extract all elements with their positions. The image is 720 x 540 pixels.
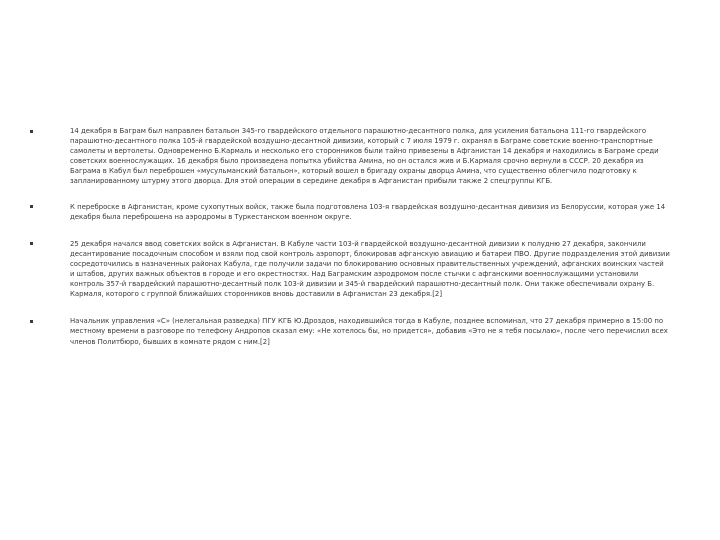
bullet-item bbox=[30, 239, 670, 300]
bullet-item bbox=[30, 126, 670, 187]
bullet-icon bbox=[30, 205, 33, 208]
bullet-icon bbox=[30, 130, 33, 133]
bullet-item bbox=[30, 316, 670, 346]
bullet-text: 14 декабря в Баграм был направлен батальон 345-го гвардейского отдельного парашютно-десантного полка, для усиления батальона 111-го гвардейского парашютно-десантного полка 105-й гвардейской воздушно-десантной дивизии, который с 7 июля 1979 г. охранял в Баграме советские военно-транспортные самолеты и вертолеты. Одновременно Б.Кармаль и несколько его сторонников были тайно привезены в Афганистан 14 декабря и находились в Баграме среди советских военнослужащих. 16 декабря было произведена попытка убийства Амина, но он остался жив и Б.Кармаля срочно вернули в СССР. 20 декабря из Баграма в Кабул был переброшен «мусульманский батальон», который вошел в бригаду охраны дворца Амина, что существенно облегчило подготовку к запланированному штурму этого дворца. Для этой операции в середине декабря в Афганистан прибыли также 2 спецгруппы КГБ. bbox=[70, 127, 659, 186]
bullet-icon bbox=[30, 320, 33, 323]
bullet-text: Начальник управления «С» (нелегальная разведка) ПГУ КГБ Ю.Дроздов, находившийся тогда в Кабуле, позднее вспоминал, что 27 декабря примерно в 15:00 по местному времени в разговоре по телефону Андропов сказал ему: «Не хотелось бы, но придется», добавив «Это не я тебя посылаю», после чего перечислил всех членов Политбюро, бывших в комнате рядом с ним.[2] bbox=[70, 317, 668, 346]
bullet-text: 25 декабря начался ввод советских войск в Афганистан. В Кабуле части 103-й гвардейской воздушно-десантной дивизии к полудню 27 декабря, закончили десантирование посадочным способом и взяли под свой контроль аэропорт, блокировав афганскую авиацию и батареи ПВО. Другие подразделения этой дивизии сосредоточились в назначенных районах Кабула, где получили задачи по блокированию основных правительственных учреждений, афганских воинских частей и штабов, других важных объектов в городе и его окрестностях. Над Баграмским аэродромом после стычки с афганскими военнослужащими установили контроль 357-й гвардейский парашютно-десантный полк 103-й дивизии и 345-й гвардейский парашютно-десантный полк. Они также обеспечивали охрану Б. Кармаля, которого с группой ближайших сторонников вновь доставили в Афганистан 23 декабря.[2] bbox=[70, 239, 670, 299]
bullet-icon bbox=[30, 242, 33, 245]
bullet-item bbox=[30, 202, 670, 222]
bullet-text: К переброске в Афганистан, кроме сухопутных войск, также была подготовлена 103-я гвардейская воздушно-десантная дивизия из Белоруссии, которая уже 14 декабря была переброшена на аэродромы в Туркестанском военном округе. bbox=[70, 202, 666, 221]
bullet-list bbox=[30, 126, 670, 362]
